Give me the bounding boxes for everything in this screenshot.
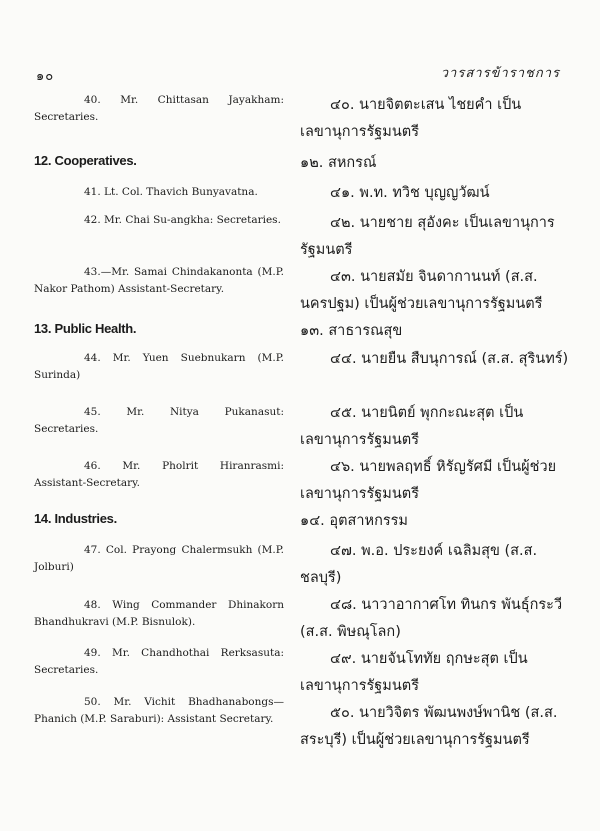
entry-40-th: ๔๐. นายจิตตะเสน ไชยคำ เป็นเลขานุการรัฐมนตรี [300,97,522,140]
entry-49-en: 49. Mr. Chandhothai Rerksasuta: Secretaries. [34,647,284,676]
running-head: วารสารข้าราชการ [440,66,560,81]
heading-cooperatives-en: 12. Cooperatives. [34,153,137,168]
entry-49-th: ๔๙. นายจันโททัย ฤกษะสุต เป็นเลขานุการรัฐมนตรี [300,651,528,694]
entry-50-th: ๕๐. นายวิจิตร พัฒนพงษ์พานิช (ส.ส. สระบุรี) เป็นผู้ช่วยเลขานุการรัฐมนตรี [300,705,558,748]
heading-industries-en: 14. Industries. [34,511,117,526]
heading-public-health-th: ๑๓. สาธารณสุข [300,323,403,339]
entry-44-th: ๔๔. นายยืน สืบนุการณ์ (ส.ส. สุรินทร์) [330,351,569,367]
entry-41-en: 41. Lt. Col. Thavich Bunyavatna. [84,186,258,198]
entry-42-th: ๔๒. นายชาย สุอังคะ เป็นเลขานุการรัฐมนตรี [300,215,555,258]
entry-41-th: ๔๑. พ.ท. ทวิช บุญญวัฒน์ [330,185,490,201]
heading-industries-th: ๑๔. อุตสาหกรรม [300,513,408,529]
entry-48-th: ๔๘. นาวาอากาศโท ทินกร พันธุ์กระวี (ส.ส. พิษณุโลก) [300,597,563,640]
entry-44-en: 44. Mr. Yuen Suebnukarn (M.P. Surinda) [34,352,284,381]
page-number: ๑๐ [36,69,55,84]
entry-46-en: 46. Mr. Pholrit Hiranrasmi: Assistant-Secretary. [34,460,284,489]
entry-46-th: ๔๖. นายพลฤทธิ์ หิรัญรัศมี เป็นผู้ช่วยเลขานุการรัฐมนตรี [300,459,557,502]
entry-47-th: ๔๗. พ.อ. ประยงค์ เฉลิมสุข (ส.ส. ชลบุรี) [300,543,538,586]
heading-public-health-en: 13. Public Health. [34,321,137,336]
entry-45-th: ๔๕. นายนิตย์ พุกกะณะสุต เป็นเลขานุการรัฐมนตรี [300,405,524,448]
entry-48-en: 48. Wing Commander Dhinakorn Bhandhukravi (M.P. Bisnulok). [34,599,284,628]
entry-50-en: 50. Mr. Vichit Bhadhanabongs—Phanich (M.P. Saraburi): Assistant Secretary. [34,696,284,725]
entry-40-en: 40. Mr. Chittasan Jayakham: Secretaries. [34,94,284,123]
entry-43-th: ๔๓. นายสมัย จินดากานนท์ (ส.ส. นครปฐม) เป็นผู้ช่วยเลขานุการรัฐมนตรี [300,269,543,312]
entry-45-en: 45. Mr. Nitya Pukanasut: Secretaries. [34,406,284,435]
heading-cooperatives-th: ๑๒. สหกรณ์ [300,155,377,171]
entry-47-en: 47. Col. Prayong Chalermsukh (M.P. Jolburi) [34,544,284,573]
entry-43-en: 43.—Mr. Samai Chindakanonta (M.P. Nakor Pathom) Assistant-Secretary. [34,266,284,295]
entry-42-en: 42. Mr. Chai Su-angkha: Secretaries. [84,214,281,226]
